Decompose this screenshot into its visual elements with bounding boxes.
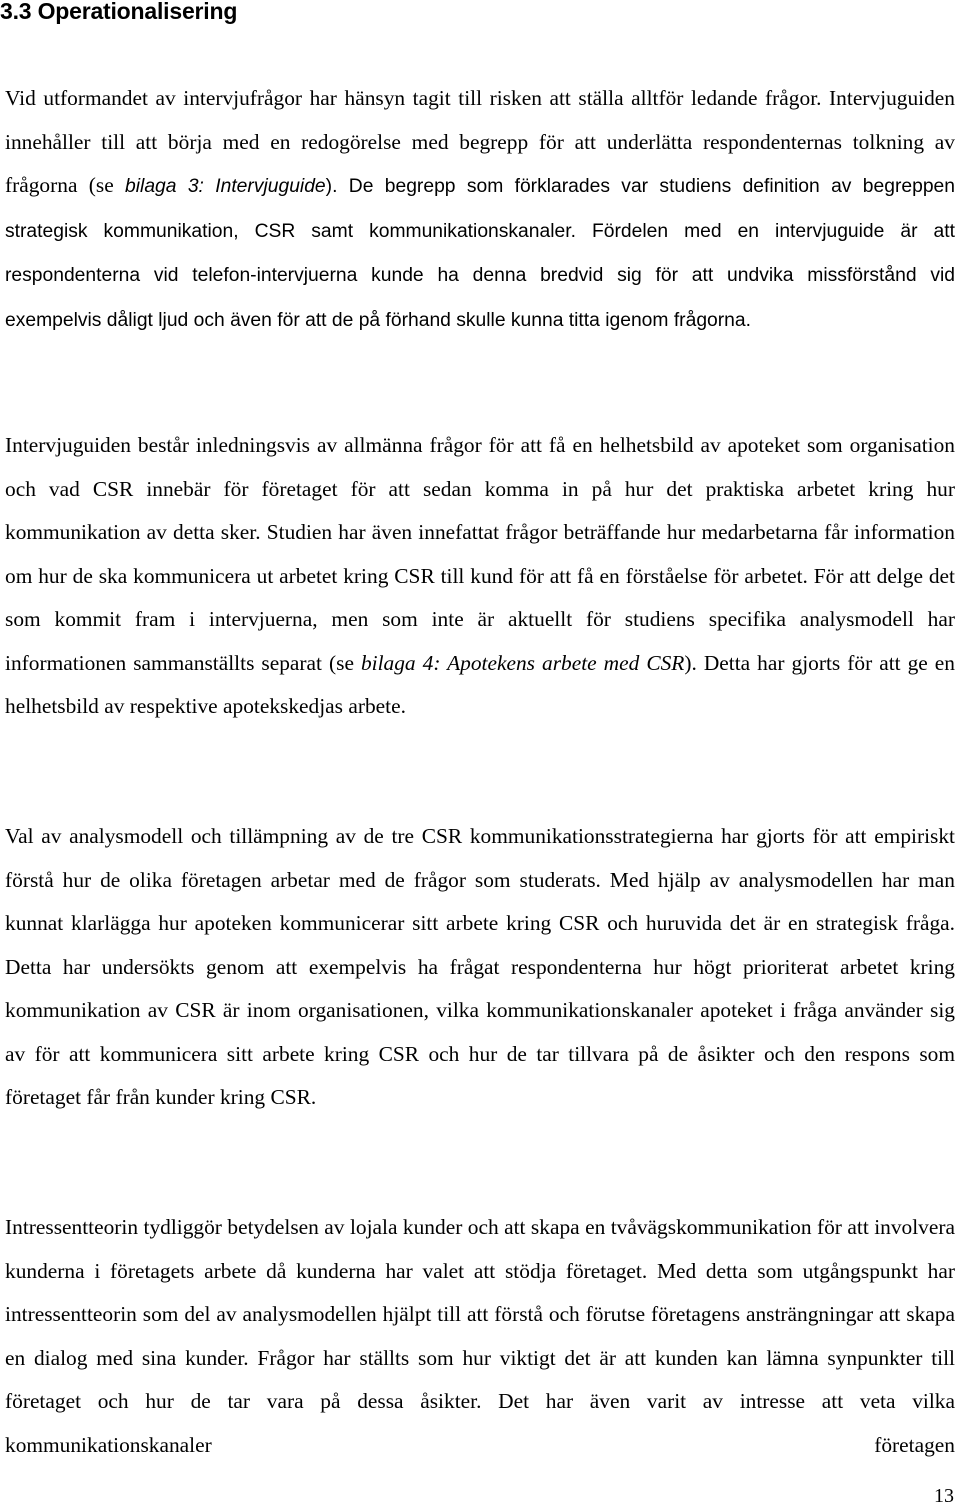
paragraph-2 [5,424,955,729]
paragraph-2-text: Intervjuguiden består inledningsvis av allmänna frågor för att få en helhetsbild av apoteket som organisation och vad CSR innebär för företaget för att sedan komma in på hur det praktiska arbetet kring hur kommunikation av detta sker. Studien har även innefattat frågor beträffande hur medarbetarna får information om hur de ska kommunicera ut arbetet kring CSR till kund för att få en förståelse för arbetet. För att delge det som kommit fram i intervjuerna, men som inte är aktuellt för studiens specifika analysmodell har informationen sammanställts separat (se [5,433,955,675]
paragraph-1 [5,77,955,342]
paragraph-1-text: Vid utformandet av intervjufrågor har hänsyn tagit till risken att ställa alltför ledande frågor. Intervjuguiden innehåller till att börja med en redogörelse med begrepp för att underlätta respondenternas tolkning av frågorna (se [5,86,955,197]
appendix-4-reference: bilaga 4: Apotekens arbete med CSR [360,650,685,675]
paragraph-4: Intressentteorin tydliggör betydelsen av lojala kunder och att skapa en tvåvägskommunikation för att involvera kunderna i företagets arbete då kunderna har valet att stödja företaget. Med detta som utgångspunkt har intressentteorin som del av analysmodellen hjälpt till att förstå och förutse företagens ansträngningar att skapa en dialog med sina kunder. Frågor har ställts som hur viktigt det är att kunden kan lämna synpunkter till företaget och hur de tar vara på dessa åsikter. Det har även varit av intresse att veta vilka kommunikationskanaler företagen [5,1215,955,1457]
page-number: 13 [934,1485,954,1507]
paragraph-1-continued: De begrepp som förklarades var studiens definition av begreppen strategisk kommunikation, CSR samt kommunikationskanaler. Fördelen med en intervjuguide är att respondenterna vid telefon-intervjuerna kunde ha denna bredvid sig för att undvika missförstånd vid exempelvis dåligt ljud och även för att de på förhand skulle kunna titta igenom frågorna. [5,176,955,331]
paragraph-3: Val av analysmodell och tillämpning av de tre CSR kommunikationsstrategierna har gjorts för att empiriskt förstå hur de olika företagen arbetar med de frågor som studerats. Med hjälp av analysmodellen har man kunnat klarlägga hur apoteken kommunicerar sitt arbete kring CSR och huruvida det är en strategisk fråga. Detta har undersökts genom att exempelvis ha frågat respondenterna hur högt prioriterat arbetet kring kommunikation av CSR är inom organisationen, vilka kommunikationskanaler apoteket i fråga använder sig av för att kommunicera sitt arbete kring CSR och hur de tar tillvara på de åsikter och den respons som företaget får från kunder kring CSR. [5,824,955,1109]
paragraph-1-close: ). [325,176,338,197]
section-heading: 3.3 Operationalisering [0,0,238,24]
appendix-3-reference: bilaga 3: Intervjuguide [125,176,326,197]
paragraph-2-close: ). Detta har gjorts för att ge en helhetsbild av respektive apotekskedjas arbete. [5,650,955,718]
